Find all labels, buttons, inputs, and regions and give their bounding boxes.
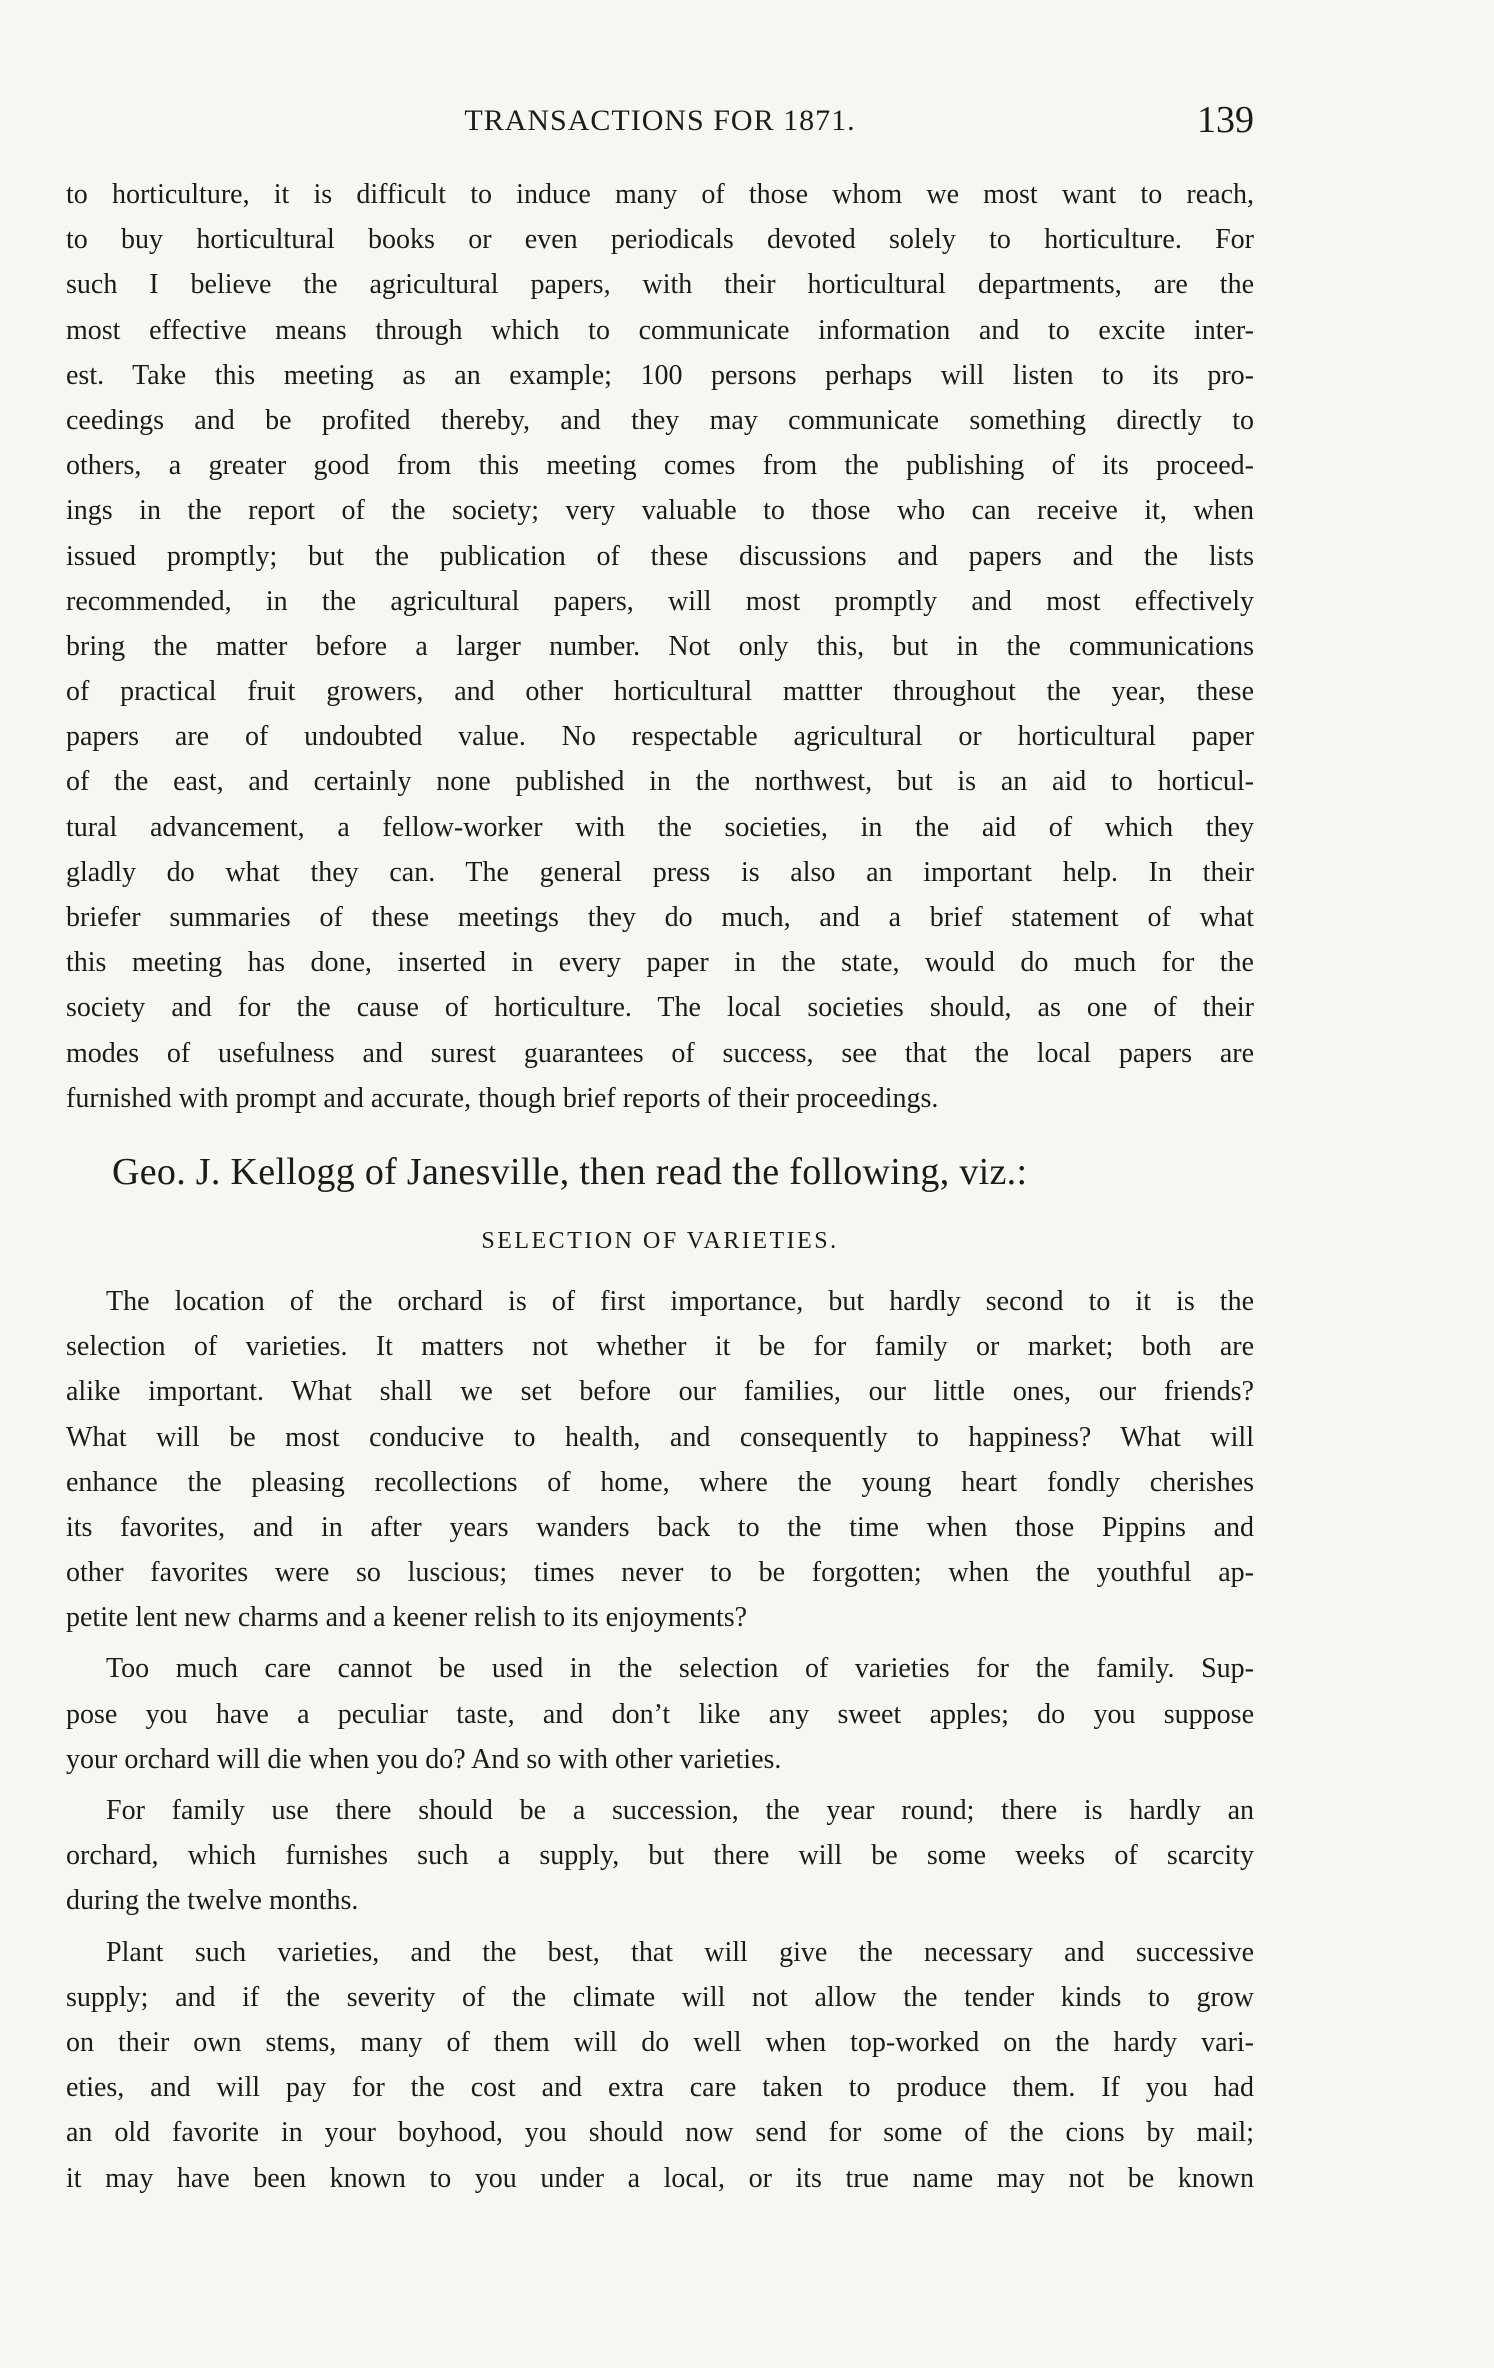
text-line: others, a greater good from this meeting comes from the publishing of its proceed- <box>66 450 1254 482</box>
text-line: most effective means through which to communicate information and to excite inter- <box>66 314 1254 346</box>
text-line: eties, and will pay for the cost and extra care taken to produce them. If you had <box>66 2072 1254 2104</box>
text-line: recommended, in the agricultural papers, will most promptly and most effectively <box>66 585 1254 617</box>
text-line: pose you have a peculiar taste, and don’t like any sweet apples; do you suppose <box>66 1698 1254 1730</box>
text-line: Plant such varieties, and the best, that will give the necessary and successive <box>106 1936 1254 1968</box>
text-line: briefer summaries of these meetings they do much, and a brief statement of what <box>66 902 1254 933</box>
paragraph <box>66 1930 1254 2201</box>
paragraph <box>66 1279 1254 1641</box>
text-line: of practical fruit growers, and other horticultural mattter throughout the year, these <box>66 676 1254 708</box>
running-head <box>66 98 1254 148</box>
text-line: your orchard will die when you do? And so with other varieties. <box>66 1743 782 1775</box>
paragraph <box>66 1788 1254 1924</box>
text-line: papers are of undoubted value. No respectable agricultural or horticultural paper <box>66 721 1254 753</box>
text-line: an old favorite in your boyhood, you should now send for some of the cions by mail; <box>66 2117 1254 2149</box>
text-line: other favorites were so luscious; times never to be forgotten; when the youthful ap- <box>66 1557 1254 1589</box>
running-title: TRANSACTIONS FOR 1871. <box>464 104 856 137</box>
text-line: For family use there should be a succession, the year round; there is hardly an <box>106 1795 1254 1826</box>
text-line: alike important. What shall we set before our families, our little ones, our friends? <box>66 1376 1254 1408</box>
text-line: issued promptly; but the publication of these discussions and papers and the lists <box>66 540 1254 572</box>
text-line: furnished with prompt and accurate, though brief reports of their proceedings. <box>66 1082 939 1114</box>
page-number: 139 <box>1197 99 1254 141</box>
text-line: its favorites, and in after years wanders back to the time when those Pippins and <box>66 1511 1254 1543</box>
speaker-heading: Geo. J. Kellogg of Janesville, then read the following, viz.: <box>112 1150 1028 1193</box>
text-line: bring the matter before a larger number. Not only this, but in the communications <box>66 630 1254 662</box>
text-line: Too much care cannot be used in the selection of varieties for the family. Sup- <box>106 1653 1254 1685</box>
text-line: of the east, and certainly none published in the northwest, but is an aid to horticul- <box>66 766 1254 798</box>
text-line: supply; and if the severity of the climate will not allow the tender kinds to grow <box>66 1981 1254 2013</box>
text-line: enhance the pleasing recollections of home, where the young heart fondly cherishes <box>66 1466 1254 1498</box>
text-line: modes of usefulness and surest guarantees of success, see that the local papers are <box>66 1037 1254 1069</box>
text-line: society and for the cause of horticulture. The local societies should, as one of their <box>66 992 1254 1024</box>
text-line: to buy horticultural books or even periodicals devoted solely to horticulture. For <box>66 224 1254 256</box>
text-line: during the twelve months. <box>66 1885 359 1917</box>
text-line: on their own stems, many of them will do well when top-worked on the hardy vari- <box>66 2026 1254 2058</box>
text-line: gladly do what they can. The general press is also an important help. In their <box>66 856 1254 888</box>
text-line: The location of the orchard is of first importance, but hardly second to it is the <box>106 1285 1254 1317</box>
text-line: tural advancement, a fellow-worker with the societies, in the aid of which they <box>66 811 1254 843</box>
text-line: this meeting has done, inserted in every paper in the state, would do much for the <box>66 947 1254 979</box>
text-line: orchard, which furnishes such a supply, but there will be some weeks of scarcity <box>66 1840 1254 1872</box>
paragraph <box>66 1646 1254 1782</box>
text-line: selection of varieties. It matters not whether it be for family or market; both are <box>66 1331 1254 1363</box>
text-line: it may have been known to you under a local, or its true name may not be known <box>66 2162 1254 2194</box>
text-line: to horticulture, it is difficult to induce many of those whom we most want to reach, <box>66 179 1254 210</box>
text-line: such I believe the agricultural papers, with their horticultural departments, are the <box>66 269 1254 301</box>
text-line: petite lent new charms and a keener relish to its enjoyments? <box>66 1602 748 1634</box>
paragraph-continuation <box>66 172 1254 1121</box>
text-line: What will be most conducive to health, and consequently to happiness? What will <box>66 1421 1254 1453</box>
body-text <box>66 172 1254 2201</box>
section-title: SELECTION OF VARIETIES. <box>481 1227 839 1254</box>
text-line: ceedings and be profited thereby, and they may communicate something directly to <box>66 404 1254 436</box>
text-line: est. Take this meeting as an example; 100 persons perhaps will listen to its pro- <box>66 359 1254 391</box>
text-line: ings in the report of the society; very valuable to those who can receive it, when <box>66 495 1254 527</box>
